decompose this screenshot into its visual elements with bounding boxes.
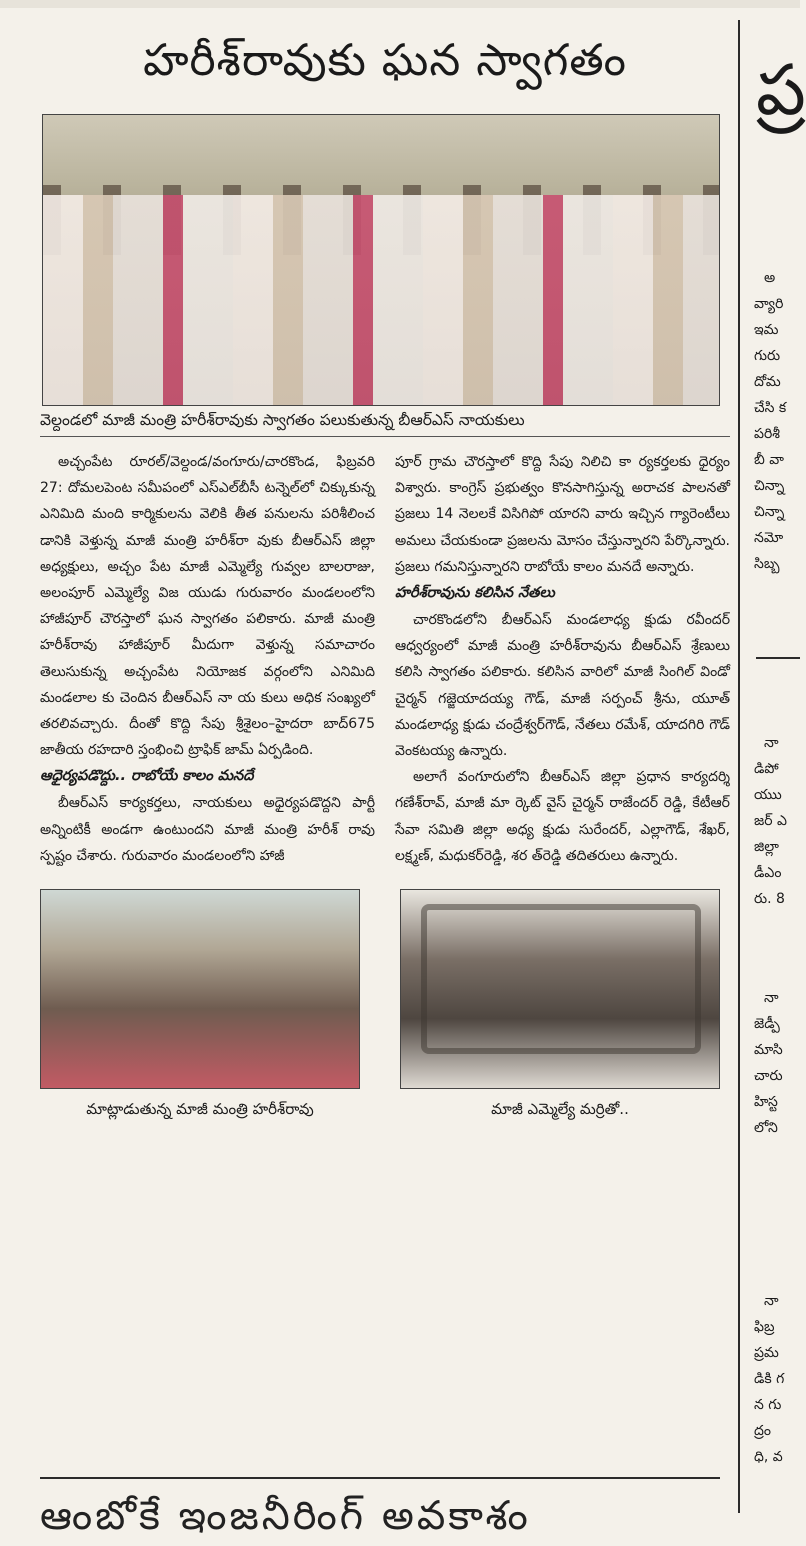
- adjacent-article-strip: [746, 0, 806, 1513]
- text-fragment: ధి, వ: [754, 1449, 783, 1465]
- text-fragment-block: [754, 730, 787, 912]
- paragraph: అచ్చంపేట రూరల్/వెల్దండ/వంగూరు/చారకొండ, ఫిబ్రవరి 27: దోమలపెంట సమీపంలో ఎస్‌ఎల్‌బీసీ టన్నెల్‌లో చిక్కుకున్న ఎనిమిది మంది కార్మికులను వెలికి తీత పనులను పరిశీలించ డానికి వెళ్తున్న మాజీ మంత్రి హరీశ్‌రా వుకు బీఆర్‌ఎస్ జిల్లా అధ్యక్షులు, అచ్చం పేట మాజీ ఎమ్మెల్యే గువ్వల బాలరాజు, అలంపూర్ ఎమ్మెల్యే విజ యుడు గురువారం మండలంలోని హాజీపూర్ చౌరస్తాలో ఘన స్వాగతం పలికారు. మాజీ మంత్రి హరీశ్‌రావు హాజీపూర్ మీదుగా వెళ్తున్న సమాచారం తెలుసుకున్న అచ్చంపేట నియోజక వర్గంలోని ఎనిమిది మండలాల కు చెందిన బీఆర్‌ఎస్ నా య కులు అధిక సంఖ్యలో తరలివచ్చారు. దీంతో కొద్ది సేపు శ్రీశైలం–హైదరా బాద్675 జాతీయ రహదారి స్తంభించి ట్రాఫిక్ జామ్ ఏర్పడింది.: [40, 454, 375, 759]
- text-fragment: డిపో: [754, 761, 779, 777]
- text-fragment: పరిశీ: [754, 426, 780, 442]
- bottom-photos: [40, 889, 730, 1129]
- text-fragment: సిబ్బ: [754, 556, 780, 572]
- text-fragment: వ్యారి: [754, 296, 784, 312]
- paragraph: అలాగే వంగూరులోని బీఆర్‌ఎస్ జిల్లా ప్రధాన కార్యదర్శి గణేశ్‌రావ్, మాజీ మా ర్కెట్ వైస్ చైర్మన్ రాజేందర్ రెడ్డి, కేటీఆర్ సేవా సమితి జిల్లా అధ్య క్షుడు సురేందర్, ఎల్లాగౌడ్, శేఖర్, లక్ష్మణ్, మధుకర్‌రెడ్డి, శర త్‌రెడ్డి తదితరులు ఉన్నారు.: [395, 769, 730, 864]
- photo-caption: మాట్లాడుతున్న మాజీ మంత్రి హరీశ్‌రావు: [86, 1100, 314, 1119]
- section-divider: [40, 1477, 720, 1479]
- text-fragment-block: [754, 265, 786, 577]
- text-fragment: నా: [764, 735, 779, 751]
- cut-headline-text: ఆంబోకే ఇంజనీరింగ్ అవకాశం: [40, 1493, 531, 1539]
- adjacent-headline-fragment: ప్ర: [756, 49, 806, 131]
- main-photo-caption: వెల్దండలో మాజీ మంత్రి హరీశ్‌రావుకు స్వాగతం పలుకుతున్న బీఆర్‌ఎస్ నాయకులు: [40, 406, 730, 437]
- article-headline: హరీశ్‌రావుకు ఘన స్వాగతం: [143, 35, 627, 86]
- text-fragment: చిన్నా: [754, 478, 785, 494]
- main-photo: [42, 114, 720, 406]
- column-left: [40, 449, 375, 869]
- text-fragment: మాసి: [754, 1042, 783, 1058]
- text-fragment: ఇమ: [754, 322, 779, 338]
- text-fragment: అ: [764, 270, 776, 286]
- news-article: [40, 18, 730, 1129]
- subheading: ఆధైర్యపడొద్దు.. రాబోయే కాలం మనదే: [40, 768, 254, 785]
- text-fragment: ప్రమ: [754, 1345, 779, 1361]
- text-fragment: బీ వా: [754, 452, 784, 468]
- text-fragment-block: [754, 1288, 784, 1470]
- paragraph: చారకొండలోని బీఆర్‌ఎస్ మండలాధ్య క్షుడు రవీందర్ ఆధ్వర్యంలో మాజీ మంత్రి హరీశ్‌రావును బీఆర్‌ఎస్ శ్రేణులు కలిసి స్వాగతం పలికారు. కలిసిన వారిలో మాజీ సింగిల్ విండో చైర్మన్ గజ్జెయాదయ్య గౌడ్, మాజీ సర్పంచ్ శ్రీను, యూత్ మండలాధ్య క్షుడు చంద్రేశ్వర్‌గౌడ్, నేతలు రమేశ్, యాదగిరి గౌడ్ వెంకటయ్య ఉన్నారు.: [395, 612, 730, 760]
- column-right: [395, 449, 730, 869]
- text-fragment: హిస్ట: [754, 1094, 778, 1110]
- text-fragment: రు. 8: [754, 891, 785, 907]
- text-fragment: యుు: [754, 787, 782, 803]
- text-fragment: గురు: [754, 348, 781, 364]
- photo-block: [40, 889, 360, 1129]
- next-article-headline: [40, 1486, 730, 1539]
- paragraph: పూర్ గ్రామ చౌరస్తాలో కొద్ది సేపు నిలిచి కా ర్యకర్తలకు ధైర్యం విశ్వారు. కాంగ్రెస్ ప్రభుత్వం కొనసాగిస్తున్న అరాచక పాలనతో ప్రజలు 14 నెలలకే విసిగిపో యారని వారు ఇచ్చిన గ్యారెంటీలు అమలు చేయకుండా ప్రజలను మోసం చేస్తున్నారని పేర్కొన్నారు. ప్రజలు గమనిస్తున్నారని రాబోయే కాలం మనదే అన్నారు.: [395, 454, 730, 575]
- text-fragment: దోమ: [754, 374, 781, 390]
- text-fragment: నమో: [754, 530, 784, 546]
- text-fragment: జెడ్పీ: [754, 1016, 780, 1032]
- text-fragment: న గు: [754, 1397, 782, 1413]
- car-photo: [400, 889, 720, 1089]
- text-fragment: లోని: [754, 1120, 778, 1136]
- fragment-divider: [756, 657, 800, 659]
- text-fragment: జర్ ఎ: [754, 813, 787, 829]
- text-fragment: చేసి క: [754, 400, 787, 416]
- text-fragment: నా: [764, 1293, 779, 1309]
- text-fragment: నా: [764, 990, 779, 1006]
- text-fragment: ఫిబ్ర: [754, 1319, 775, 1335]
- text-fragment: ద్రం: [754, 1423, 771, 1439]
- crowd-photo: [40, 889, 360, 1089]
- paragraph: బీఆర్‌ఎస్ కార్యకర్తలు, నాయకులు అధైర్యపడొద్దని పార్టీ అన్నింటికీ అండగా ఉంటుందని మాజీ మంత్రి హరీశ్ రావు స్పష్టం చేశారు. గురువారం మండలంలోని హాజీ: [40, 795, 375, 864]
- text-fragment: డీఎం: [754, 865, 782, 881]
- top-border: [0, 0, 800, 8]
- column-divider: [738, 20, 740, 1513]
- article-body: [40, 449, 730, 869]
- text-fragment: డికి గ: [754, 1371, 785, 1387]
- text-fragment: చిన్నా: [754, 504, 785, 520]
- text-fragment: చారు: [754, 1068, 783, 1084]
- photo-caption: మాజీ ఎమ్మెల్యే మర్రితో..: [491, 1100, 629, 1119]
- text-fragment: జిల్లా: [754, 839, 779, 855]
- subheading: హరీశ్‌రావును కలిసిన నేతలు: [395, 585, 555, 602]
- photo-block: [400, 889, 720, 1129]
- text-fragment-block: [754, 985, 783, 1141]
